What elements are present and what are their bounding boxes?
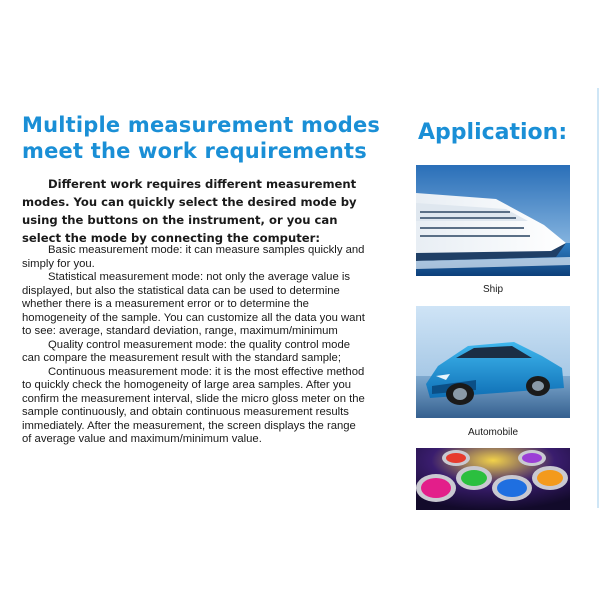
automobile-caption: Automobile [467, 427, 519, 438]
side-divider [597, 88, 599, 508]
intro-text: Different work requires different measurement modes. You can quickly select the desired mode by using the buttons on the instrument, or you can select the mode by connecting the computer: [22, 177, 357, 245]
ship-caption: Ship [482, 284, 503, 295]
mode-basic: Basic measurement mode: it can measure samples quickly and simply for you. [22, 244, 365, 270]
mode-continuous: Continuous measurement mode: it is the most effective method to quickly check the homogeneity of large area samples. After you confirm the measurement interval, slide the micro gloss meter on the sample continuously, and obtain continuous measurement results immediately. After the measurement, the screen displays the range of average value and maximum/minimum value. [22, 365, 365, 445]
application-title: Application: [418, 120, 568, 145]
ship-image [416, 165, 570, 276]
measurement-modes-list [22, 244, 367, 447]
main-heading-line-2: meet the work requirements [22, 139, 367, 163]
main-heading-line-1: Multiple measurement modes [22, 113, 381, 137]
automobile-image [416, 306, 570, 418]
paint-image [416, 448, 570, 510]
intro-paragraph [22, 175, 372, 247]
mode-quality-control: Quality control measurement mode: the quality control mode can compare the measurement result with the standard sample; [22, 338, 351, 364]
main-heading [22, 112, 382, 164]
mode-statistical: Statistical measurement mode: not only the average value is displayed, but also the statistical data can be used to determine whether there is a measurement error or to determine the homogeneity of the sample. You can customize all the data you want to see: average, standard deviation, range, maximum/minimum [22, 271, 365, 337]
